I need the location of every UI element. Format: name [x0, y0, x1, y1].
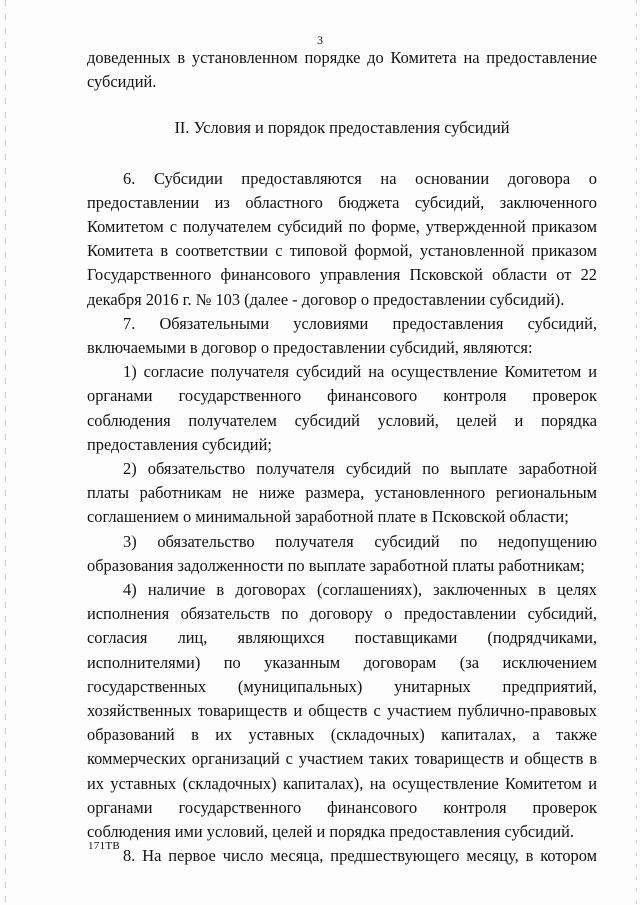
clause-1: 1) согласие получателя субсидий на осуществление Комитетом и органами государственного финансового контроля проверок соблюдения получателем субсидий условий, целей и порядка предоставления субсидий; — [87, 362, 597, 454]
paragraph-8: 8. На первое число месяца, предшествующего месяцу, в котором — [123, 846, 597, 866]
section-heading: II. Условия и порядок предоставления субсидий — [174, 118, 510, 138]
clause-4: 4) наличие в договорах (соглашениях), заключенных в целях исполнения обязательств по договору о предоставлении субсидий, согласия лиц, являющихся поставщиками (подрядчиками, исполнителями) по указанным договорам (за исключением государственных (муниципальных) унитарных предприятий, хозяйственных товариществ и обществ с участием публично-правовых образований в их уставных (складочных) капиталах, а также коммерческих организаций с участием таких товариществ и обществ в их уставных (складочных) капиталах), на осуществление Комитетом и органами государственного финансового контроля проверок соблюдения ими условий, целей и порядка предоставления субсидий. — [87, 580, 597, 842]
scan-edge-right — [636, 0, 637, 905]
clause-3: 3) обязательство получателя субсидий по недопущению образования задолженности по выплате заработной платы работникам; — [87, 531, 597, 575]
scan-edge-left — [5, 0, 6, 905]
paragraph-6: 6. Субсидии предоставляются на основании договора о предоставлении из областного бюджета субсидий, заключенного Комитетом с получателем субсидий по форме, утвержденной приказом Комитета в соответствии с типовой формой, установленной приказом Государственного финансового управления Псковской области от 22 декабря 2016 г. № 103 (далее - договор о предоставлении субсидий). — [87, 168, 597, 309]
footer-code: 171ТВ — [88, 840, 121, 852]
paragraph-7: 7. Обязательными условиями предоставления субсидий, включаемыми в договор о предоставлении субсидий, являются: — [87, 313, 597, 358]
paragraph-continuation: доведенных в установленном порядке до Комитета на предоставление субсидий. — [87, 48, 597, 92]
document-body — [87, 46, 597, 869]
clause-2: 2) обязательство получателя субсидий по выплате заработной платы работникам не ниже размера, установленного региональным соглашением о минимальной заработной плате в Псковской области; — [87, 459, 597, 527]
page-number: 3 — [317, 33, 323, 47]
